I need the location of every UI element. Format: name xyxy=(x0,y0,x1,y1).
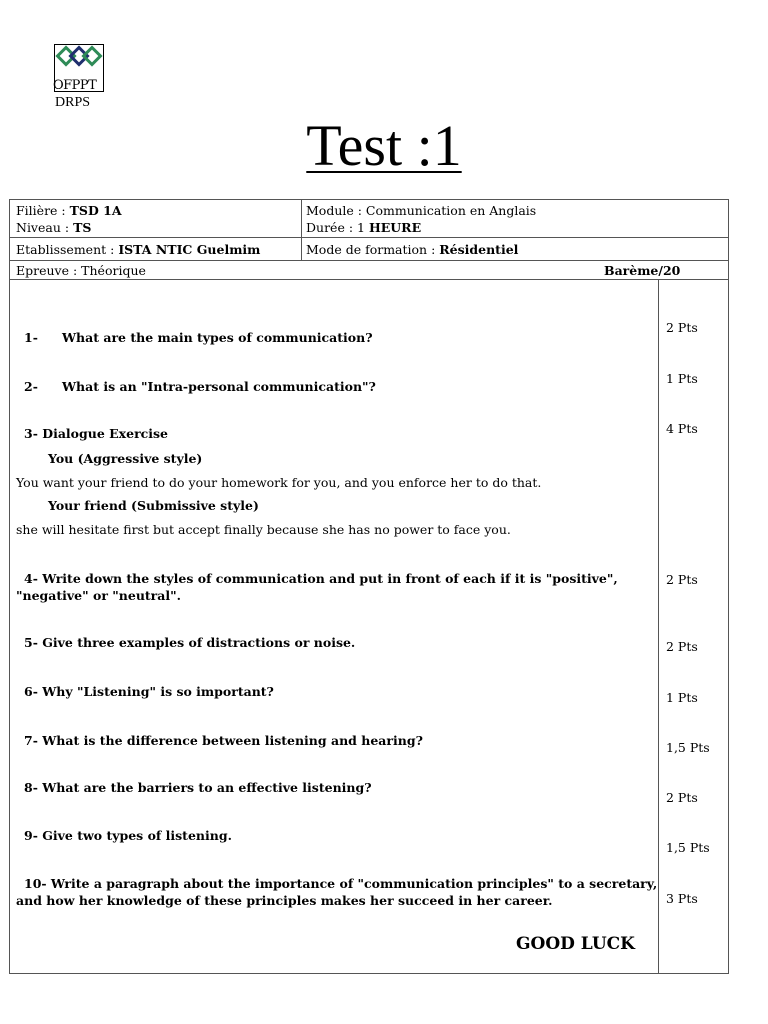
question-8: 8- What are the barriers to an effective listening? xyxy=(24,780,372,795)
question-6: 6- Why "Listening" is so important? xyxy=(24,684,274,699)
duree-field: Durée : 1 HEURE xyxy=(306,220,422,235)
epreuve-field: Epreuve : Théorique xyxy=(16,263,146,278)
points-q4: 2 Pts xyxy=(666,572,698,587)
question-10-line-1: 10- Write a paragraph about the importance of "communication principles" to a secretary, xyxy=(24,876,658,891)
good-luck-text: GOOD LUCK xyxy=(516,934,635,954)
points-q1: 2 Pts xyxy=(666,320,698,335)
question-5: 5- Give three examples of distractions or noise. xyxy=(24,635,356,650)
points-column-divider xyxy=(658,280,659,974)
question-4-line-1: 4- Write down the styles of communication and put in front of each if it is "positive", xyxy=(24,571,618,586)
points-q7: 1,5 Pts xyxy=(666,740,710,755)
etablissement-field: Etablissement : ISTA NTIC Guelmim xyxy=(16,242,261,257)
filiere-field: Filière : TSD 1A xyxy=(16,203,122,218)
question-2: 2- What is an "Intra-personal communication"? xyxy=(24,379,376,394)
bareme-field: Barème/20 xyxy=(604,263,681,278)
logo-subtitle: DRPS xyxy=(55,95,91,110)
question-3-you-text: You want your friend to do your homework for you, and you enforce her to do that. xyxy=(16,475,542,490)
points-q9: 1,5 Pts xyxy=(666,840,710,855)
mode-formation-field: Mode de formation : Résidentiel xyxy=(306,242,519,257)
question-9: 9- Give two types of listening. xyxy=(24,828,232,843)
points-q8: 2 Pts xyxy=(666,790,698,805)
question-3-friend-text: she will hesitate first but accept finally because she has no power to face you. xyxy=(16,522,511,537)
question-3: 3- Dialogue Exercise xyxy=(24,426,169,441)
question-1: 1- What are the main types of communication? xyxy=(24,330,373,345)
question-10-line-2: and how her knowledge of these principles makes her succeed in her career. xyxy=(16,893,553,908)
points-q2: 1 Pts xyxy=(666,371,698,386)
page-title: Test :1 xyxy=(306,113,462,178)
question-3-friend-label: Your friend (Submissive style) xyxy=(48,498,259,513)
question-7: 7- What is the difference between listening and hearing? xyxy=(24,733,423,748)
points-q5: 2 Pts xyxy=(666,639,698,654)
points-q10: 3 Pts xyxy=(666,891,698,906)
logo-org-text: OFPPT xyxy=(53,78,97,93)
points-q3: 4 Pts xyxy=(666,421,698,436)
question-3-you-label: You (Aggressive style) xyxy=(48,451,203,466)
niveau-field: Niveau : TS xyxy=(16,220,92,235)
question-4-line-2: "negative" or "neutral". xyxy=(16,588,181,603)
module-field: Module : Communication en Anglais xyxy=(306,203,537,218)
points-q6: 1 Pts xyxy=(666,690,698,705)
